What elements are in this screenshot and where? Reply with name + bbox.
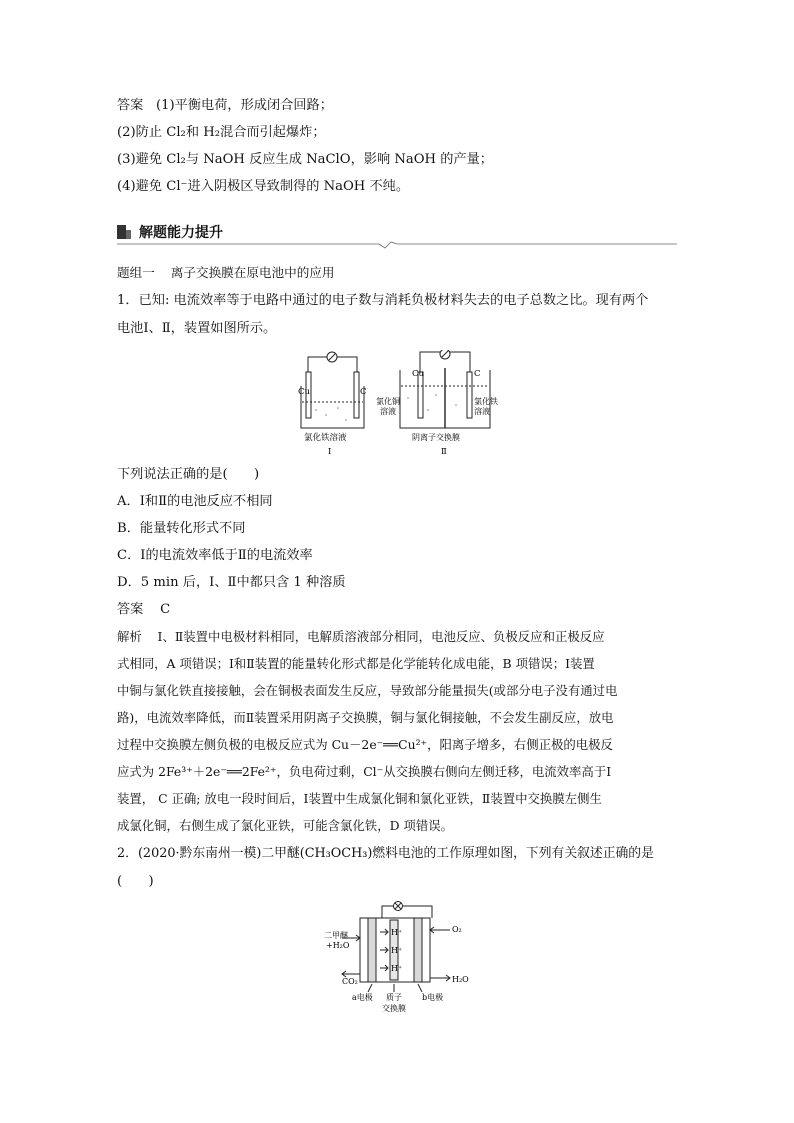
analysis-label: 解析 [117,629,142,644]
analysis-text-7: 装置， C 正确; 放电一段时间后，Ⅰ装置中生成氯化铜和氯化亚铁，Ⅱ装置中交换膜左侧生 [117,791,602,806]
ion-label-1: H⁺ [391,928,403,937]
q1-answer-label: 答案 [117,602,144,617]
cell1-left-electrode: Cu [298,387,310,397]
membrane-label-line2: 交换膜 [382,1004,406,1013]
cell2-numeral: Ⅱ [441,447,447,457]
cell2-left-electrode: Cu [412,369,424,379]
section-divider [117,241,677,249]
cell2-right-solution-line1: 氯化铁 [474,397,498,406]
cell1-solution: 氯化铁溶液 [304,433,347,443]
ion-label-3: H⁺ [391,964,403,973]
q1-answer-value: C [160,602,171,617]
q1-figure [296,350,506,458]
cell2-membrane: 阴离子交换膜 [412,433,460,442]
q1-option-b: B．能量转化形式不同 [117,521,246,536]
q1-stem-line2: 电池Ⅰ、Ⅱ，装置如图所示。 [117,321,277,336]
cell1-numeral: Ⅰ [328,447,332,457]
analysis-text-4: 路)，电流效率降低，而Ⅱ装置采用阴离子交换膜，铜与氯化铜接触，不会发生副反应，放电 [117,710,614,725]
right-output: H₂O [452,975,469,984]
group-label: 题组一 [117,265,155,280]
cell2-right-solution-line2: 溶液 [474,407,490,416]
analysis-text-8: 成氯化铜，右侧生成了氯化亚铁，可能含氯化铁，D 项错误。 [117,818,454,833]
answer-line-1 [117,97,333,115]
answer-item-3: (3)避免 Cl₂与 NaOH 反应生成 NaClO，影响 NaOH 的产量； [117,152,493,167]
q2-figure [322,898,472,1022]
analysis-text-3: 中铜与氯化铁直接接触，会在铜极表面发生反应，导致部分能量损失(或部分电子没有通过电 [117,683,618,698]
section-heading [117,222,223,242]
q1-answer [117,601,170,619]
q1-option-d: D．5 min 后，Ⅰ、Ⅱ中都只含 1 种溶质 [117,575,346,590]
electrode-b-label: b电极 [422,993,444,1002]
q1-option-c: C．Ⅰ的电流效率低于Ⅱ的电流效率 [117,548,313,563]
group-title: 离子交换膜在原电池中的应用 [170,265,335,280]
analysis-text-6: 应式为 2Fe³⁺＋2e⁻══2Fe²⁺，负电荷过剩，Cl⁻从交换膜右侧向左侧迁移，电流效率高于Ⅰ [117,764,612,779]
electrode-a-label: a电极 [352,993,373,1002]
q1-option-a: A．Ⅰ和Ⅱ的电池反应不相同 [117,494,273,509]
left-input-line1: 二甲醚 [324,931,348,940]
left-input-line2: +H₂O [326,941,350,950]
cell1-right-electrode: C [360,387,367,397]
q2-stem-line2: ( ) [117,874,154,889]
answer-item-2: (2)防止 Cl₂和 H₂混合而引起爆炸； [117,125,326,140]
answer-item-4: (4)避免 Cl⁻进入阴极区导致制得的 NaOH 不纯。 [117,179,410,194]
analysis-line-1 [117,628,605,646]
q2-stem-line1: 2．(2020·黔东南州一模)二甲醚(CH₃OCH₃)燃料电池的工作原理如图，下列有关叙述正确的是 [117,846,654,861]
q1-stem-line1: 1．已知: 电流效率等于电路中通过的电子数与消耗负极材料失去的电子总数之比。现有两个 [117,293,649,308]
analysis-text-5: 过程中交换膜左侧负极的电极反应式为 Cu－2e⁻══Cu²⁺，阳离子增多，右侧正极的电极反 [117,737,613,752]
cell2-right-electrode: C [474,369,481,379]
right-input: O₂ [452,925,462,934]
analysis-text-2: 式相同，A 项错误；Ⅰ和Ⅱ装置的能量转化形式都是化学能转化成电能，B 项错误；Ⅰ装置 [117,656,595,671]
left-output: CO₂ [342,977,358,986]
answer-label: 答案 [117,98,144,113]
answer-item-1: (1)平衡电荷，形成闭合回路； [155,98,333,113]
section-title: 解题能力提升 [139,225,223,241]
q1-prompt: 下列说法正确的是( ) [117,467,260,482]
cell2-left-solution-line1: 氯化铜 [376,397,400,406]
group-heading [117,264,335,282]
membrane-label-line1: 质子 [386,993,402,1002]
cell2-left-solution-line2: 溶液 [380,407,396,416]
ion-label-2: H⁺ [391,946,403,955]
section-square-icon [117,225,131,239]
analysis-text-1: Ⅰ、Ⅱ装置中电极材料相同，电解质溶液部分相同，电池反应、负极反应和正极反应 [157,629,605,644]
